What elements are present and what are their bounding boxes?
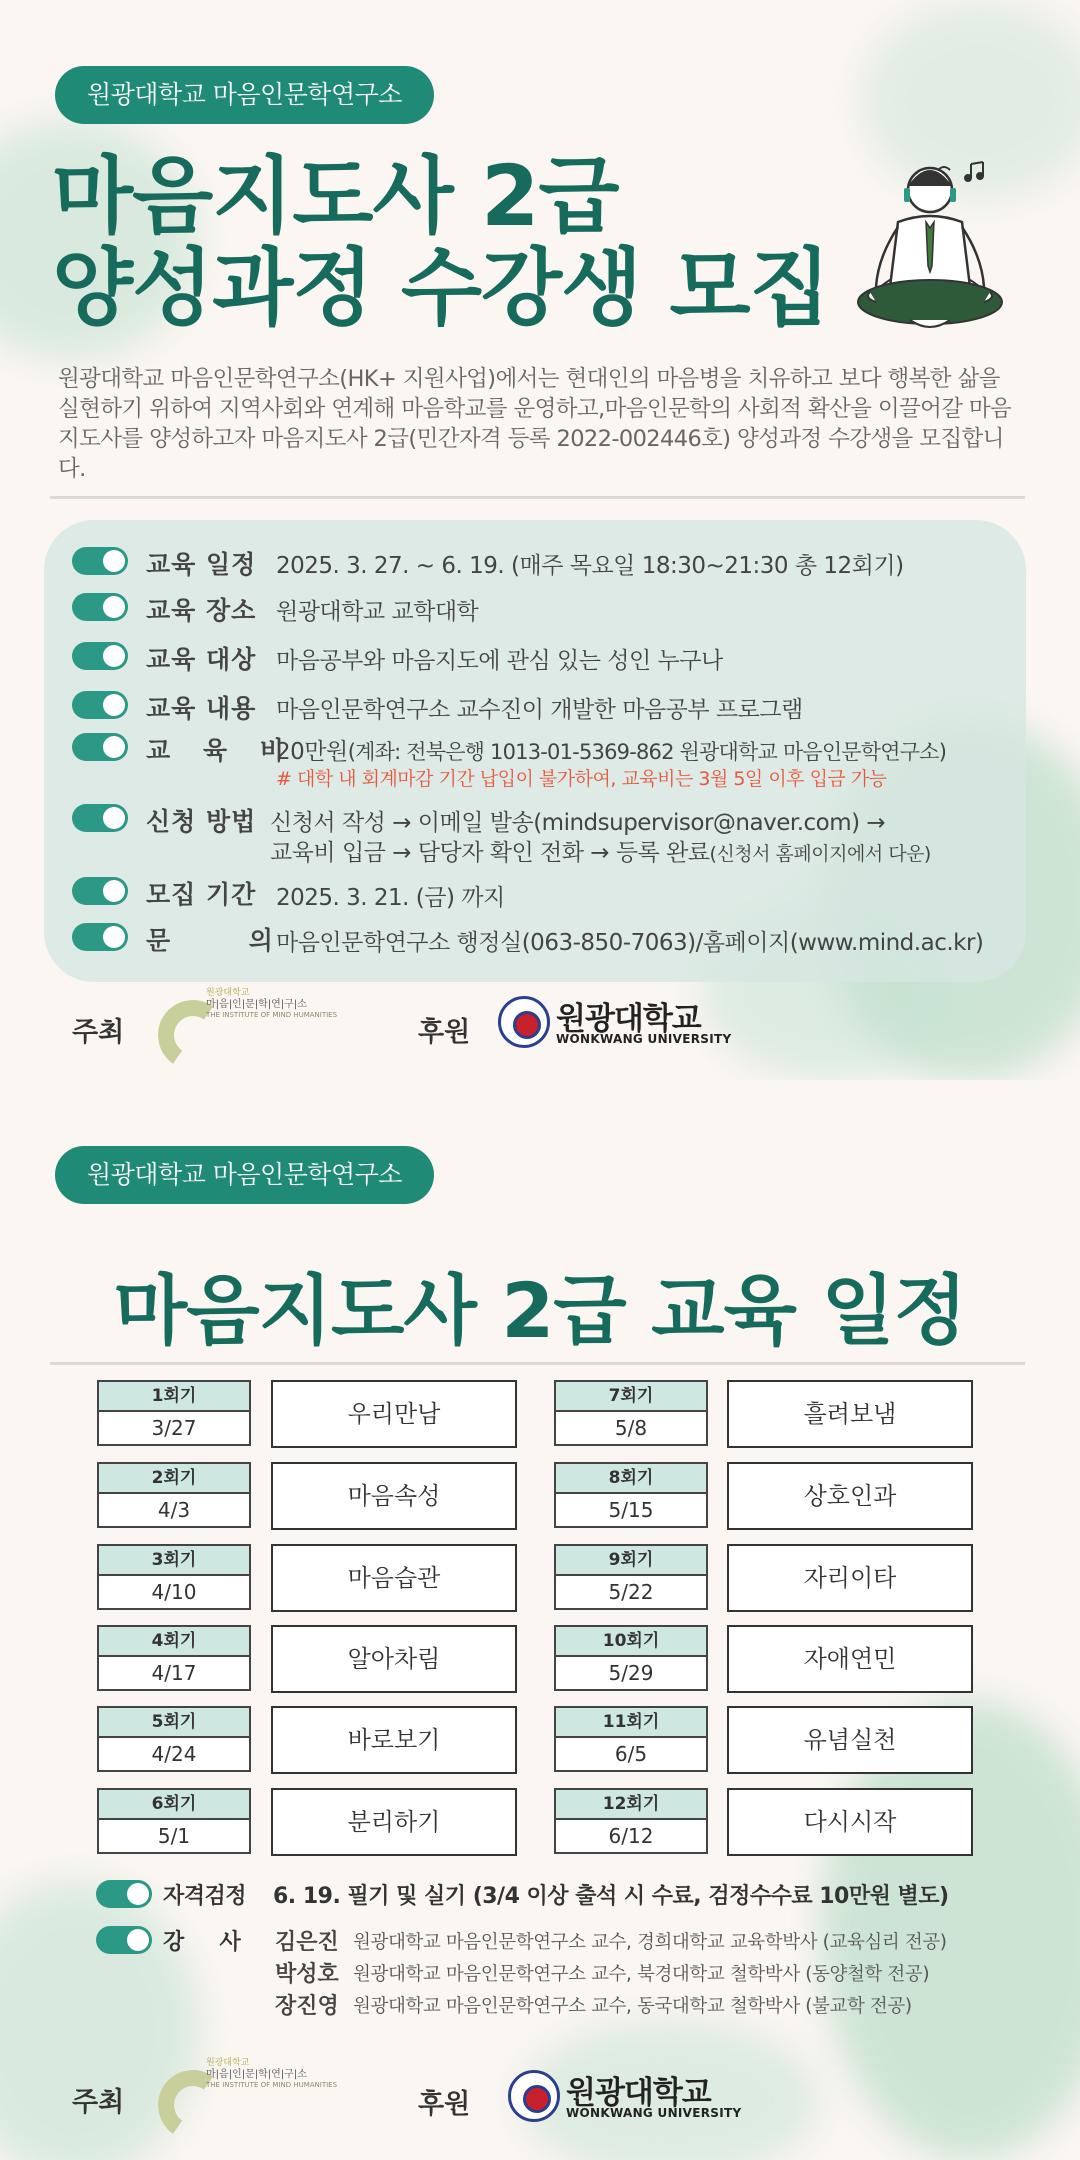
session-date: 5/1 (97, 1818, 251, 1854)
info-value-schedule: 2025. 3. 27. ~ 6. 19. (매주 목요일 18:30~21:30 총 12회기) (276, 553, 904, 579)
exam-value: 6. 19. 필기 및 실기 (3/4 이상 출석 시 수료, 검정수수료 10만원 별도) (273, 1884, 949, 1909)
session-cell (97, 1380, 251, 1446)
sponsor-label: 후원 (418, 2089, 471, 2120)
session-cell (97, 1788, 251, 1854)
info-value-apply-line1: 신청서 작성 → 이메일 발송(mindsupervisor@naver.com) → (270, 810, 886, 836)
session-date: 4/10 (97, 1574, 251, 1610)
info-label-contact: 문 의 (146, 926, 274, 955)
session-date: 5/15 (554, 1492, 708, 1528)
toggle-icon (72, 804, 128, 832)
instructor-desc: 원광대학교 마음인문학연구소 교수, 경희대학교 교육학박사 (교육심리 전공) (353, 1932, 947, 1953)
session-cell (97, 1462, 251, 1528)
title-line2: 양성과정 수강생 모집 (52, 239, 830, 337)
session-date: 3/27 (97, 1410, 251, 1446)
institute-logo (206, 988, 337, 1021)
toggle-icon (96, 1926, 152, 1954)
logo-line3: THE INSTITUTE OF MIND HUMANITIES (206, 1011, 338, 1019)
instructor-desc: 원광대학교 마음인문학연구소 교수, 동국대학교 철학박사 (불교학 전공) (353, 1996, 912, 2017)
host-label: 주최 (72, 2087, 125, 2118)
session-number: 3회기 (97, 1544, 251, 1574)
session-topic: 마음속성 (271, 1462, 517, 1530)
session-cell (97, 1625, 251, 1691)
session-number: 6회기 (97, 1788, 251, 1818)
session-date: 5/8 (554, 1410, 708, 1446)
session-topic: 자애연민 (727, 1625, 973, 1693)
session-date: 6/5 (554, 1736, 708, 1772)
session-date: 5/29 (554, 1655, 708, 1691)
session-topic: 유념실천 (727, 1706, 973, 1774)
session-cell (554, 1625, 708, 1691)
info-label-schedule: 교육 일정 (146, 550, 257, 579)
session-date: 4/3 (97, 1492, 251, 1528)
instructor-name: 박성호 (275, 1962, 339, 1987)
session-topic: 상호인과 (727, 1462, 973, 1530)
sponsor-name-en: WONKWANG UNIVERSITY (556, 1032, 732, 1046)
session-number: 1회기 (97, 1380, 251, 1410)
institute-logo (206, 2058, 337, 2091)
instructor-name: 장진영 (275, 1994, 339, 2019)
fee-amount: 20만원 (276, 739, 348, 765)
schedule-poster (0, 1080, 1080, 2160)
info-value-target: 마음공부와 마음지도에 관심 있는 성인 누구나 (276, 648, 723, 674)
seal-icon (508, 2070, 560, 2122)
fee-note: # 대학 내 회계마감 기간 납입이 불가하여, 교육비는 3월 5일 이후 입금 가능 (276, 768, 887, 790)
host-label: 주최 (72, 1017, 125, 1048)
session-topic: 마음습관 (271, 1544, 517, 1612)
info-value-fee (276, 733, 946, 766)
session-cell (554, 1706, 708, 1772)
apply-download-note: (신청서 홈페이지에서 다운) (709, 843, 931, 865)
toggle-icon (96, 1880, 152, 1908)
sponsor-name-en: WONKWANG UNIVERSITY (566, 2106, 742, 2120)
instructor-name: 김은진 (275, 1930, 339, 1955)
intro-text: 원광대학교 마음인문학연구소(HK+ 지원사업)에서는 현대인의 마음병을 치유하고 보다 행복한 삶을 실현하기 위하여 지역사회와 연계해 마음학교를 운영하고,마음인문학의 사회적 확산을 이끌어갈 마음지도사를 양성하고자 마음지도사 2급(민간자격 등록 2022-002446호) 양성과정 수강생을 모집합니다. (58, 366, 1012, 482)
poster-title (52, 147, 830, 337)
logo-line2: 마|음|인|문|학|연|구|소 (206, 2069, 307, 2080)
logo-line2: 마|음|인|문|학|연|구|소 (206, 999, 307, 1010)
info-label-apply: 신청 방법 (146, 807, 257, 836)
sponsor-name: 원광대학교 (556, 1001, 701, 1037)
session-cell (97, 1544, 251, 1610)
info-value-period: 2025. 3. 21. (금) 까지 (276, 885, 505, 911)
session-date: 5/22 (554, 1574, 708, 1610)
toggle-icon (72, 593, 128, 621)
instructor-label: 강 사 (163, 1930, 241, 1955)
toggle-icon (72, 547, 128, 575)
exam-label: 자격검정 (163, 1884, 247, 1909)
org-pill: 원광대학교 마음인문학연구소 (55, 1146, 434, 1204)
meditation-illustration (850, 152, 1010, 342)
info-label-content: 교육 내용 (146, 694, 257, 723)
session-cell (554, 1462, 708, 1528)
org-pill: 원광대학교 마음인문학연구소 (55, 66, 434, 124)
info-value-place: 원광대학교 교학대학 (276, 599, 479, 625)
info-value-content: 마음인문학연구소 교수진이 개발한 마음공부 프로그램 (276, 697, 803, 723)
info-label-place: 교육 장소 (146, 596, 257, 625)
logo-line1: 원광대학교 (206, 988, 250, 998)
session-cell (554, 1380, 708, 1446)
session-topic: 다시시작 (727, 1788, 973, 1856)
seal-icon (498, 996, 550, 1048)
session-topic: 바로보기 (271, 1706, 517, 1774)
session-number: 5회기 (97, 1706, 251, 1736)
toggle-icon (72, 877, 128, 905)
info-label-fee: 교 육 비 (146, 736, 296, 765)
session-number: 11회기 (554, 1706, 708, 1736)
toggle-icon (72, 642, 128, 670)
info-value-apply-line2 (270, 834, 931, 867)
session-topic: 자리이타 (727, 1544, 973, 1612)
session-topic: 우리만남 (271, 1380, 517, 1448)
session-number: 9회기 (554, 1544, 708, 1574)
session-topic: 분리하기 (271, 1788, 517, 1856)
session-topic: 흘려보냄 (727, 1380, 973, 1448)
session-number: 4회기 (97, 1625, 251, 1655)
session-date: 6/12 (554, 1818, 708, 1854)
sponsor-label: 후원 (418, 1017, 471, 1048)
session-cell (554, 1788, 708, 1854)
session-number: 10회기 (554, 1625, 708, 1655)
session-number: 12회기 (554, 1788, 708, 1818)
toggle-icon (72, 691, 128, 719)
title-line1: 마음지도사 2급 (52, 147, 619, 245)
instructor-desc: 원광대학교 마음인문학연구소 교수, 북경대학교 철학박사 (동양철학 전공) (353, 1964, 930, 1985)
logo-line3: THE INSTITUTE OF MIND HUMANITIES (206, 2081, 338, 2089)
info-label-target: 교육 대상 (146, 645, 257, 674)
info-value-contact: 마음인문학연구소 행정실(063-850-7063)/홈페이지(www.mind.ac.kr) (276, 930, 984, 956)
session-topic: 알아차림 (271, 1625, 517, 1693)
divider (50, 496, 1025, 499)
schedule-title: 마음지도사 2급 교육 일정 (113, 1266, 967, 1355)
info-label-period: 모집 기간 (146, 880, 257, 909)
sponsor-name: 원광대학교 (566, 2075, 711, 2111)
session-date: 4/17 (97, 1655, 251, 1691)
toggle-icon (72, 733, 128, 761)
divider (50, 1362, 1025, 1365)
session-number: 2회기 (97, 1462, 251, 1492)
session-date: 4/24 (97, 1736, 251, 1772)
apply-steps: 교육비 입금 → 담당자 확인 전화 → 등록 완료 (270, 840, 710, 866)
session-cell (97, 1706, 251, 1772)
session-cell (554, 1544, 708, 1610)
fee-account: (계좌: 전북은행 1013-01-5369-862 원광대학교 마음인문학연구소) (347, 740, 947, 764)
toggle-icon (72, 923, 128, 951)
session-number: 7회기 (554, 1380, 708, 1410)
logo-line1: 원광대학교 (206, 2058, 250, 2068)
session-number: 8회기 (554, 1462, 708, 1492)
